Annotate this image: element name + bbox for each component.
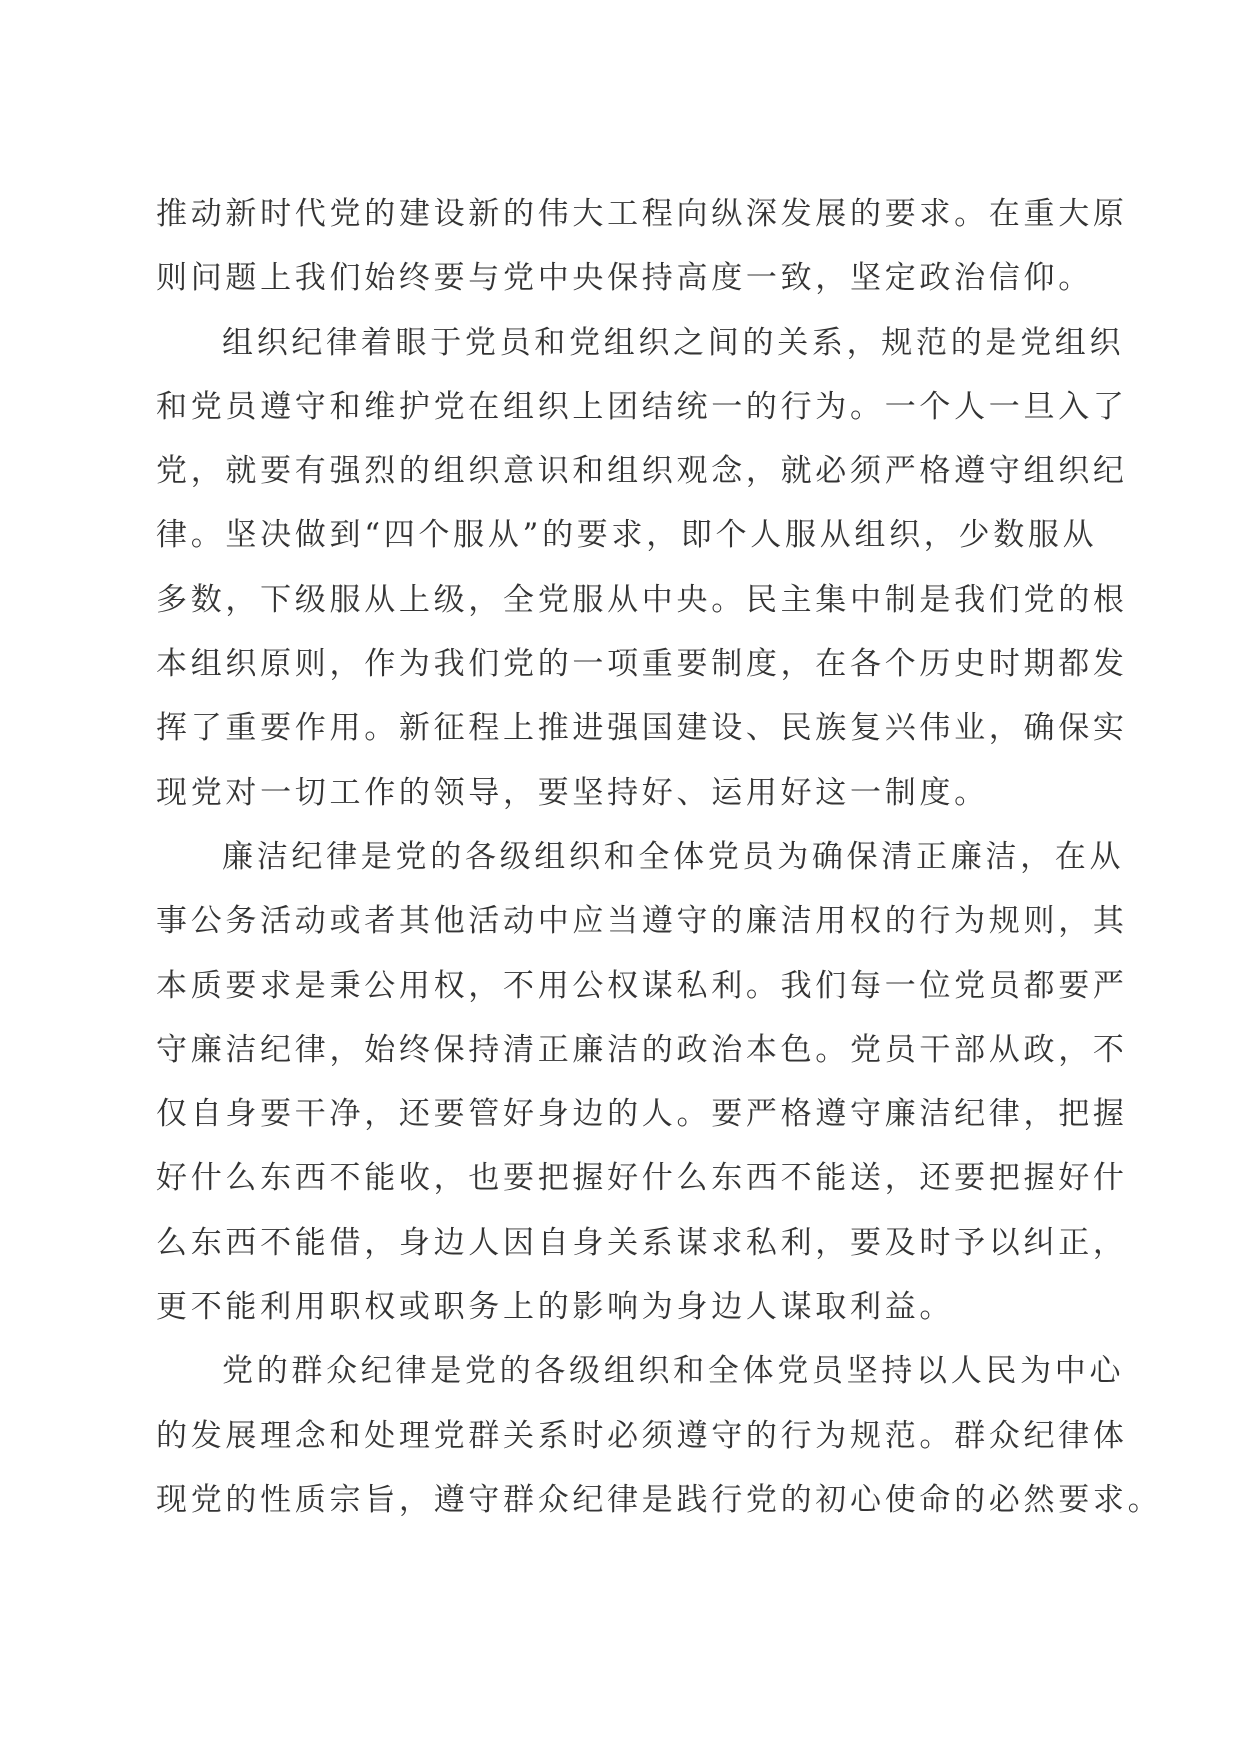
text-line: 现党对一切工作的领导，要坚持好、运用好这一制度。 <box>156 774 989 811</box>
text-line: 本组织原则，作为我们党的一项重要制度，在各个历史时期都发 <box>156 646 1128 683</box>
text-line: 本质要求是秉公用权，不用公权谋私利。我们每一位党员都要严 <box>156 967 1128 1004</box>
text-line: 律。坚决做到“四个服从”的要求，即个人服从组织，少数服从 <box>156 517 1098 554</box>
text-line: 守廉洁纪律，始终保持清正廉洁的政治本色。党员干部从政，不 <box>156 1031 1128 1068</box>
text-line: 则问题上我们始终要与党中央保持高度一致，坚定政治信仰。 <box>156 260 1093 297</box>
text-line: 仅自身要干净，还要管好身边的人。要严格遵守廉洁纪律，把握 <box>156 1096 1128 1133</box>
text-line: 多数，下级服从上级，全党服从中央。民主集中制是我们党的根 <box>156 581 1128 618</box>
text-line: 现党的性质宗旨，遵守群众纪律是践行党的初心使命的必然要求。 <box>156 1481 1163 1518</box>
text-line: 挥了重要作用。新征程上推进强国建设、民族复兴伟业，确保实 <box>156 710 1128 747</box>
text-line: 的发展理念和处理党群关系时必须遵守的行为规范。群众纪律体 <box>156 1417 1128 1454</box>
text-line: 更不能利用职权或职务上的影响为身边人谋取利益。 <box>156 1289 955 1326</box>
text-line: 推动新时代党的建设新的伟大工程向纵深发展的要求。在重大原 <box>156 196 1128 232</box>
text-line: 事公务活动或者其他活动中应当遵守的廉洁用权的行为规则，其 <box>156 903 1128 940</box>
text-line: 好什么东西不能收，也要把握好什么东西不能送，还要把握好什 <box>156 1160 1128 1197</box>
paragraph-start-line: 廉洁纪律是党的各级组织和全体党员为确保清正廉洁，在从 <box>222 838 1125 875</box>
text-line: 党，就要有强烈的组织意识和组织观念，就必须严格遵守组织纪 <box>156 453 1128 490</box>
paragraph-start-line: 组织纪律着眼于党员和党组织之间的关系，规范的是党组织 <box>222 324 1125 361</box>
body-text <box>156 182 1163 1532</box>
text-line: 么东西不能借，身边人因自身关系谋求私利，要及时予以纠正， <box>156 1224 1128 1261</box>
text-line: 和党员遵守和维护党在组织上团结统一的行为。一个人一旦入了 <box>156 388 1128 425</box>
paragraph-start-line: 党的群众纪律是党的各级组织和全体党员坚持以人民为中心 <box>222 1353 1125 1390</box>
